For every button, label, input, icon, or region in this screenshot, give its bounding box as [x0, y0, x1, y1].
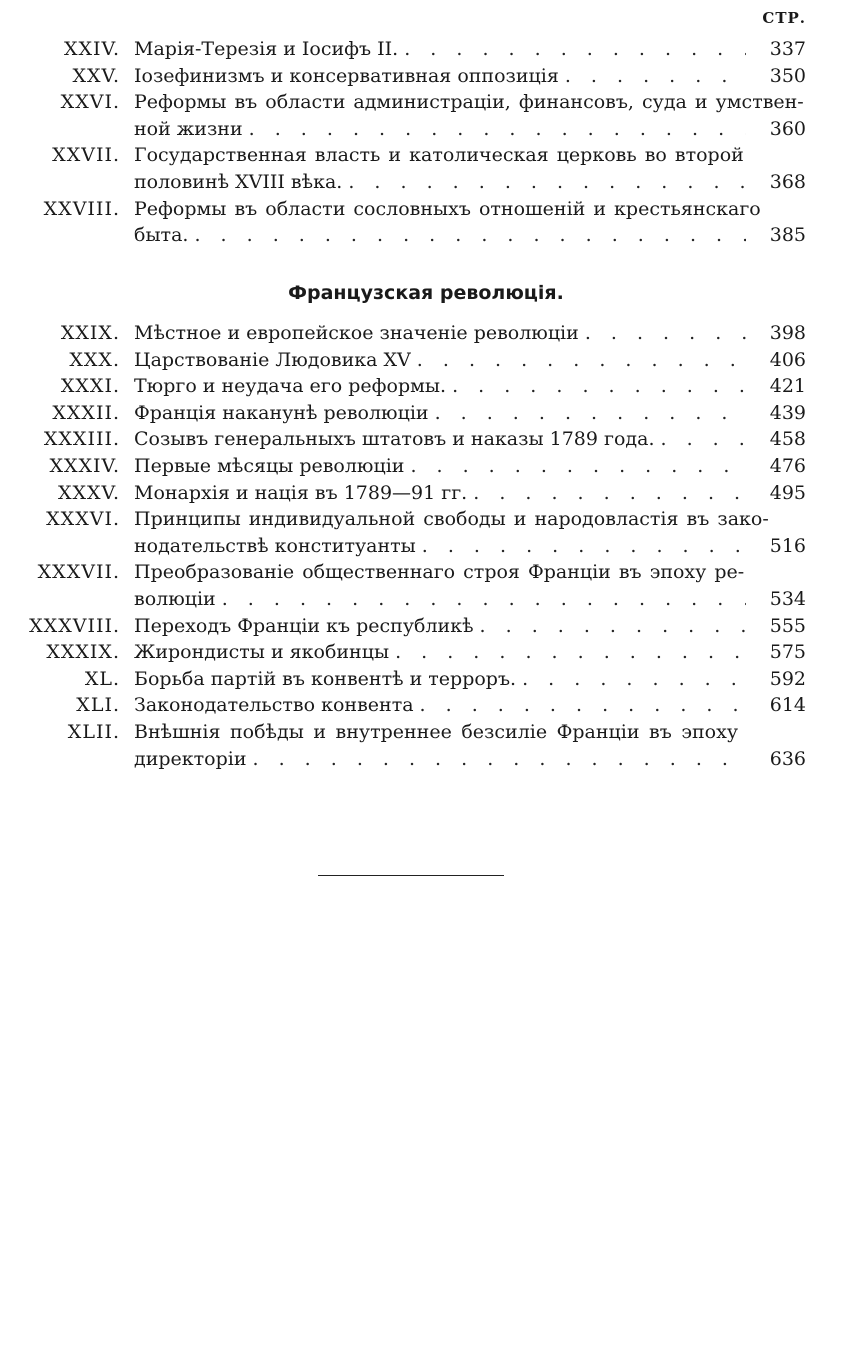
- chapter-number: XLI.: [76, 694, 120, 717]
- chapter-number: XXXII.: [52, 401, 120, 424]
- page-number: 534: [769, 587, 806, 610]
- dot-leader: [429, 402, 746, 424]
- page-number: 592: [769, 667, 806, 690]
- page-number: 406: [769, 348, 806, 371]
- dot-leader: [654, 428, 746, 450]
- toc-line: [0, 721, 852, 748]
- dot-leader: [414, 694, 746, 716]
- toc-line: [0, 668, 852, 695]
- page-number: 555: [769, 614, 806, 637]
- chapter-title: быта.: [134, 224, 189, 247]
- toc-line: [0, 322, 852, 349]
- toc-entry: [0, 349, 852, 376]
- page-number: 458: [769, 428, 806, 451]
- page-number: 368: [769, 170, 806, 193]
- chapter-title: Монархія и нація въ 1789—91 гг.: [134, 481, 468, 504]
- page-number: 350: [769, 64, 806, 87]
- dot-leader: [516, 668, 746, 690]
- chapter-number: XXXI.: [60, 375, 120, 398]
- toc-line: [0, 694, 852, 721]
- toc-group-1: [0, 38, 852, 251]
- toc-line: [0, 118, 852, 145]
- dot-leader: [398, 38, 746, 60]
- toc-entry: [0, 402, 852, 429]
- chapter-number: XXXVI.: [46, 508, 120, 531]
- toc-entry: [0, 508, 852, 561]
- toc-entry: [0, 694, 852, 721]
- dot-leader: [474, 615, 746, 637]
- toc-group-2: [0, 322, 852, 774]
- chapter-number: XXIX.: [60, 322, 120, 344]
- toc-entry: [0, 455, 852, 482]
- dot-leader: [216, 588, 746, 610]
- dot-leader: [416, 535, 746, 557]
- chapter-title: ной жизни: [134, 117, 243, 140]
- toc-entry: [0, 721, 852, 774]
- toc-entry: [0, 91, 852, 144]
- dot-leader: [243, 118, 746, 140]
- toc-line: [0, 375, 852, 402]
- toc-entry: [0, 198, 852, 251]
- toc-entry: [0, 38, 852, 65]
- toc-line: [0, 144, 852, 171]
- chapter-title: Внѣшнія побѣды и внутреннее безсиліе Франціи въ эпоху: [134, 720, 738, 743]
- chapter-title: нодательствѣ конституанты: [134, 534, 416, 557]
- chapter-number: XLII.: [67, 720, 120, 743]
- dot-leader: [188, 224, 746, 246]
- chapter-title: Преобразованіе общественнаго строя Франціи въ эпоху ре-: [134, 561, 745, 584]
- chapter-number: XXXVIII.: [29, 614, 120, 637]
- chapter-title: Первые мѣсяцы революціи: [134, 454, 405, 477]
- chapter-number: XXIV.: [64, 38, 120, 60]
- toc-line: [0, 402, 852, 429]
- page-number: 337: [769, 38, 806, 60]
- toc-line: [0, 65, 852, 92]
- chapter-title: Реформы въ области сословныхъ отношеній и крестьянскаго: [134, 197, 761, 220]
- dot-leader: [559, 65, 746, 87]
- chapter-title: Принципы индивидуальной свободы и народовластія въ зако-: [134, 508, 769, 531]
- toc-line: [0, 641, 852, 668]
- chapter-title: Переходъ Франціи къ республикѣ: [134, 614, 474, 637]
- page-number: 516: [769, 534, 806, 557]
- toc-entry: [0, 65, 852, 92]
- toc-entry: [0, 668, 852, 695]
- dot-leader: [467, 482, 746, 504]
- chapter-title: половинѣ XVIII вѣка.: [134, 170, 343, 193]
- dot-leader: [404, 455, 746, 477]
- chapter-number: XXVII.: [52, 144, 120, 167]
- closing-rule: [318, 875, 504, 876]
- chapter-title: Реформы въ области администраціи, финансовъ, суда и умствен-: [134, 91, 804, 114]
- toc-entry: [0, 561, 852, 614]
- dot-leader: [411, 349, 746, 371]
- page-number: 614: [769, 694, 806, 717]
- toc-line: [0, 198, 852, 225]
- toc-line: [0, 428, 852, 455]
- toc-line: [0, 508, 852, 535]
- toc-line: [0, 224, 852, 251]
- dot-leader: [389, 641, 746, 663]
- dot-leader: [579, 322, 746, 344]
- page-number: 421: [769, 375, 806, 398]
- chapter-title: Іозефинизмъ и консервативная оппозиція: [134, 64, 559, 87]
- chapter-title: Борьба партій въ конвентѣ и терроръ.: [134, 667, 517, 690]
- toc-line: [0, 748, 852, 775]
- chapter-title: директоріи: [134, 747, 247, 770]
- toc-line: [0, 91, 852, 118]
- page-column-label: СТР.: [762, 9, 806, 27]
- chapter-number: XL.: [84, 667, 120, 690]
- toc-entry: [0, 482, 852, 509]
- toc-entry: [0, 322, 852, 349]
- toc-line: [0, 615, 852, 642]
- toc-entry: [0, 641, 852, 668]
- page-number: 636: [769, 747, 806, 770]
- toc-line: [0, 588, 852, 615]
- chapter-title: Государственная власть и католическая церковь во второй: [134, 144, 744, 167]
- toc-line: [0, 171, 852, 198]
- toc-line: [0, 535, 852, 562]
- chapter-title: Жирондисты и якобинцы: [134, 641, 390, 664]
- toc-entry: [0, 428, 852, 455]
- chapter-number: XXVI.: [60, 91, 120, 114]
- chapter-number: XXVIII.: [43, 197, 120, 220]
- chapter-number: XXXVII.: [37, 561, 120, 584]
- page-number: 398: [769, 322, 806, 344]
- toc-line: [0, 455, 852, 482]
- page-number: 575: [769, 641, 806, 664]
- page-number: 439: [769, 401, 806, 424]
- dot-leader: [342, 171, 746, 193]
- chapter-title: Законодательство конвента: [134, 694, 414, 717]
- chapter-title: Тюрго и неудача его реформы.: [134, 375, 447, 398]
- dot-leader: [247, 748, 747, 770]
- chapter-title: волюціи: [134, 587, 216, 610]
- page-number: 360: [769, 117, 806, 140]
- toc-line: [0, 38, 852, 65]
- chapter-title: Марія-Терезія и Іосифъ II.: [134, 38, 399, 60]
- page-number: 385: [769, 224, 806, 247]
- toc-line: [0, 561, 852, 588]
- chapter-number: XXXIII.: [43, 428, 120, 451]
- dot-leader: [446, 375, 746, 397]
- chapter-number: XXXIV.: [49, 454, 120, 477]
- page-number: 476: [769, 454, 806, 477]
- toc-line: [0, 349, 852, 376]
- section-title: Французская революція.: [288, 282, 564, 304]
- chapter-title: Царствованіе Людовика XV: [134, 348, 411, 371]
- toc-entry: [0, 144, 852, 197]
- chapter-number: XXXIX.: [46, 641, 120, 664]
- chapter-number: XXXV.: [57, 481, 120, 504]
- chapter-title: Созывъ генеральныхъ штатовъ и наказы 1789 года.: [134, 428, 655, 451]
- toc-entry: [0, 375, 852, 402]
- toc-line: [0, 482, 852, 509]
- chapter-title: Мѣстное и европейское значеніе революціи: [134, 322, 579, 344]
- chapter-number: XXX.: [69, 348, 120, 371]
- chapter-title: Франція наканунѣ революціи: [134, 401, 429, 424]
- toc-entry: [0, 615, 852, 642]
- chapter-number: XXV.: [72, 64, 120, 87]
- page-number: 495: [769, 481, 806, 504]
